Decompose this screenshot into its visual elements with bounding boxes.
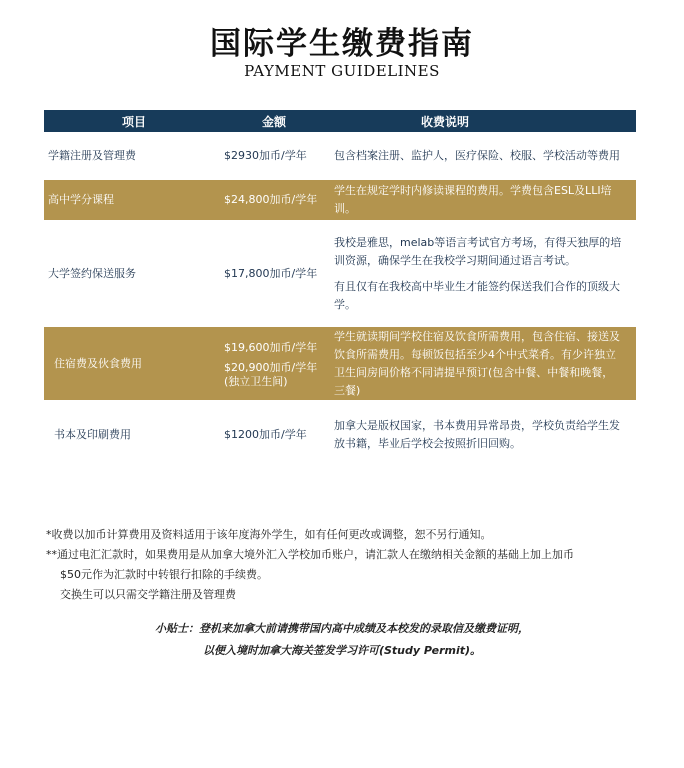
row-description — [324, 328, 636, 400]
page-subtitle: PAYMENT GUIDELINES — [244, 62, 440, 80]
row-fee: $1200加币/学年 — [224, 428, 307, 441]
row-description — [324, 417, 636, 453]
table-row — [44, 180, 636, 220]
fee-table — [44, 110, 636, 470]
row-item: 住宿费及伙食费用 — [54, 356, 142, 370]
row-fee: $2930加币/学年 — [224, 149, 307, 162]
description-text: 加拿大是版权国家，书本费用异常昂贵，学校负责给学生发放书籍，毕业后学校会按照折旧回购。 — [334, 419, 620, 450]
row-item: 大学签约保送服务 — [48, 266, 136, 280]
row-fee: $20,900加币/学年 (独立卫生间) — [224, 360, 318, 388]
header-amount: 金额 — [261, 114, 286, 129]
table-row — [44, 220, 636, 327]
row-item: 学籍注册及管理费 — [48, 149, 136, 162]
row-item: 书本及印刷费用 — [54, 428, 131, 441]
description-text: 我校是雅思，melab等语言考试官方考场，有得天独厚的培训资源，确保学生在我校学习期间通过语言考试。 — [334, 235, 622, 267]
note-line: *收费以加币计算费用及资料适用于该年度海外学生，如有任何更改或调整，恕不另行通知。 — [46, 528, 492, 541]
row-description — [324, 234, 636, 314]
row-description — [324, 182, 636, 218]
row-fee: $17,800加币/学年 — [224, 266, 318, 280]
table-row — [44, 132, 636, 180]
note-line: $50元作为汇款时中转银行扣除的手续费。 — [60, 568, 268, 581]
header-item: 项目 — [121, 114, 146, 129]
table-row — [44, 327, 636, 400]
header-description: 收费说明 — [420, 114, 469, 129]
table-header — [44, 110, 636, 132]
row-description — [324, 147, 636, 165]
table-row — [44, 400, 636, 470]
tip-line: 以便入境时加拿大海关签发学习许可(Study Permit)。 — [202, 644, 482, 657]
note-line: 交换生可以只需交学籍注册及管理费 — [60, 588, 236, 601]
description-text: 包含档案注册、监护人，医疗保险、校服、学校活动等费用 — [334, 149, 620, 162]
footnotes — [46, 525, 574, 605]
description-text: 有且仅有在我校高中毕业生才能签约保送我们合作的顶级大学。 — [334, 279, 620, 311]
row-item: 高中学分课程 — [48, 193, 114, 206]
tip-box — [0, 618, 684, 662]
description-text: 学生在规定学时内修读课程的费用。学费包含ESL及LLI培训。 — [334, 184, 612, 215]
row-fee-group — [224, 339, 324, 389]
row-fee: $19,600加币/学年 — [224, 340, 318, 354]
page-title: 国际学生缴费指南 — [210, 26, 474, 62]
tip-line: 小贴士：登机来加拿大前请携带国内高中成绩及本校发的录取信及缴费证明， — [155, 622, 529, 635]
row-fee: $24,800加币/学年 — [224, 193, 318, 206]
note-line: **通过电汇汇款时，如果费用是从加拿大境外汇入学校加币账户，请汇款人在缴纳相关金额的基础上加上加币 — [46, 548, 574, 561]
description-text: 学生就读期间学校住宿及饮食所需费用，包含住宿、接送及饮食所需费用。每顿饭包括至少4个中式菜肴。有少许独立卫生间房间价格不同请提早预订(包含中餐、中餐和晚餐，三餐) — [334, 329, 620, 397]
